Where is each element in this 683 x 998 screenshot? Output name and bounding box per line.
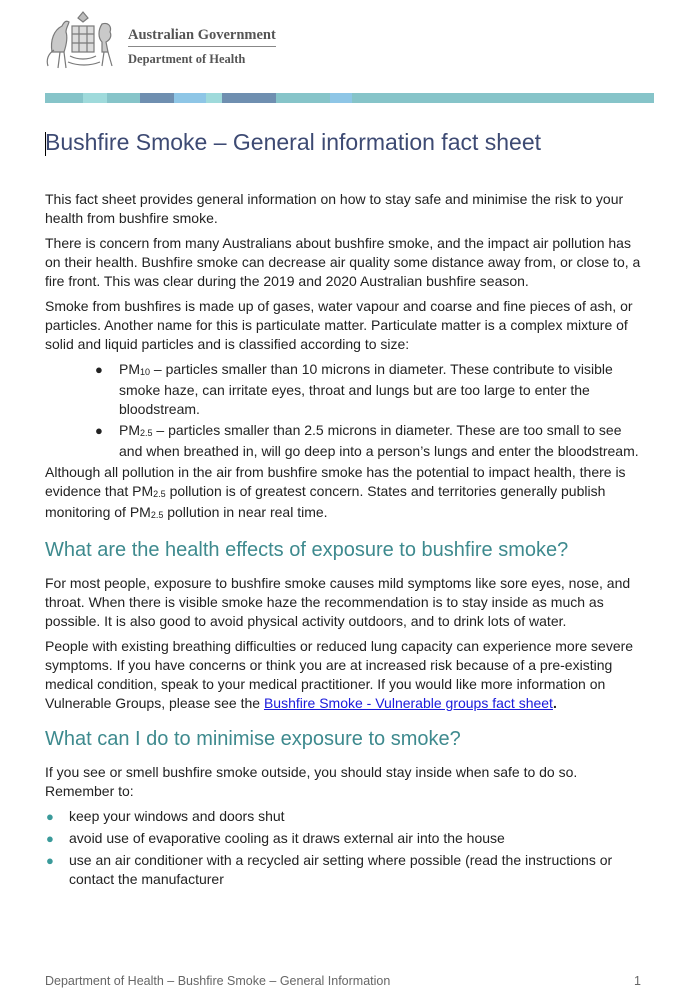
- government-name: Australian Government: [128, 27, 276, 43]
- header-divider: [128, 46, 276, 47]
- stripe-segment: [352, 93, 654, 103]
- coat-of-arms-icon: [44, 10, 124, 72]
- section-paragraph: For most people, exposure to bushfire smoke causes mild symptoms like sore eyes, nose, and throat. When there is visible smoke haze the recommendation is to stay inside as much as possible. It is also good to avoid physical activity outdoors, and to drink lots of water.: [45, 575, 631, 629]
- page-title: Bushfire Smoke – General information fact sheet: [45, 129, 542, 155]
- pm-list: [45, 360, 645, 461]
- header-logo-block: [44, 10, 284, 72]
- stripe-segment: [83, 93, 107, 103]
- intro-paragraph: This fact sheet provides general information on how to stay safe and minimise the risk to your health from bushfire smoke.: [45, 191, 624, 226]
- bullet-icon: ●: [95, 423, 103, 438]
- page-number: 1: [634, 974, 641, 988]
- stripe-segment: [222, 93, 276, 103]
- intro-paragraph: Although all pollution in the air from bushfire smoke has the potential to impact health, there is evidence that $PM_{2.5}$ pollution is of greatest concern. States and territories generally publish monitoring of $PM_{2.5}$ pollution in near real time.: [45, 464, 626, 520]
- section-paragraph: People with existing breathing difficulties or reduced lung capacity can experience more severe symptoms. If you have concerns or think you are at increased risk because of a pre-existing medical condition, speak to your medical practitioner. If you would like more information on Vulnerable Groups, please see the Bushfire Smoke - Vulnerable groups fact sheet.: [45, 638, 634, 711]
- bullet-icon: ●: [95, 362, 103, 377]
- section-paragraph: If you see or smell bushfire smoke outside, you should stay inside when safe to do so. Remember to:: [45, 764, 578, 799]
- page-footer: [45, 974, 641, 988]
- stripe-segment: [206, 93, 222, 103]
- list-item: ● keep your windows and doors shut: [46, 808, 285, 824]
- stripe-segment: [107, 93, 140, 103]
- stripe-segment: [276, 93, 330, 103]
- stripe-segment: [140, 93, 174, 103]
- header-color-stripe: [45, 93, 654, 103]
- stripe-segment: [330, 93, 352, 103]
- intro-paragraph: Smoke from bushfires is made up of gases, water vapour and coarse and fine pieces of ash, or particles. Another name for this is particulate matter. Particulate matter is a complex mixture of solid and liquid particles and is classified according to size:: [45, 298, 633, 352]
- section-heading-minimise-exposure: What can I do to minimise exposure to smoke?: [45, 728, 461, 750]
- document-body: [45, 190, 645, 892]
- intro-paragraph: There is concern from many Australians about bushfire smoke, and the impact air pollution has on their health. Bushfire smoke can decrease air quality some distance away from, or close to, a fire front. This was clear during the 2019 and 2020 Australian bushfire season.: [45, 235, 641, 289]
- vulnerable-groups-link[interactable]: Bushfire Smoke - Vulnerable groups fact sheet: [263, 695, 553, 711]
- stripe-segment: [174, 93, 206, 103]
- department-name: Department of Health: [128, 52, 246, 66]
- bullet-icon: ●: [46, 853, 54, 868]
- list-item: ● avoid use of evaporative cooling as it draws external air into the house: [46, 830, 505, 846]
- bullet-icon: ●: [46, 809, 54, 824]
- section-heading-health-effects: What are the health effects of exposure to bushfire smoke?: [45, 539, 569, 561]
- stripe-segment: [45, 93, 83, 103]
- footer-text: Department of Health – Bushfire Smoke – General Information: [45, 974, 391, 988]
- list-item: ● $PM_{10}$ – particles smaller than 10 microns in diameter. These contribute to visible smoke haze, can irritate eyes, throat and lungs but are too large to enter the bloodstream.: [95, 361, 613, 417]
- list-item: ● use an air conditioner with a recycled air setting where possible (read the instructions or contact the manufacturer: [46, 852, 613, 887]
- bullet-icon: ●: [46, 831, 54, 846]
- list-item: ● $PM_{2.5}$ – particles smaller than 2.5 microns in diameter. These are too small to see and when breathed in, will go deep into a person’s lungs and enter the bloodstream.: [95, 422, 639, 459]
- advice-list: [45, 807, 645, 889]
